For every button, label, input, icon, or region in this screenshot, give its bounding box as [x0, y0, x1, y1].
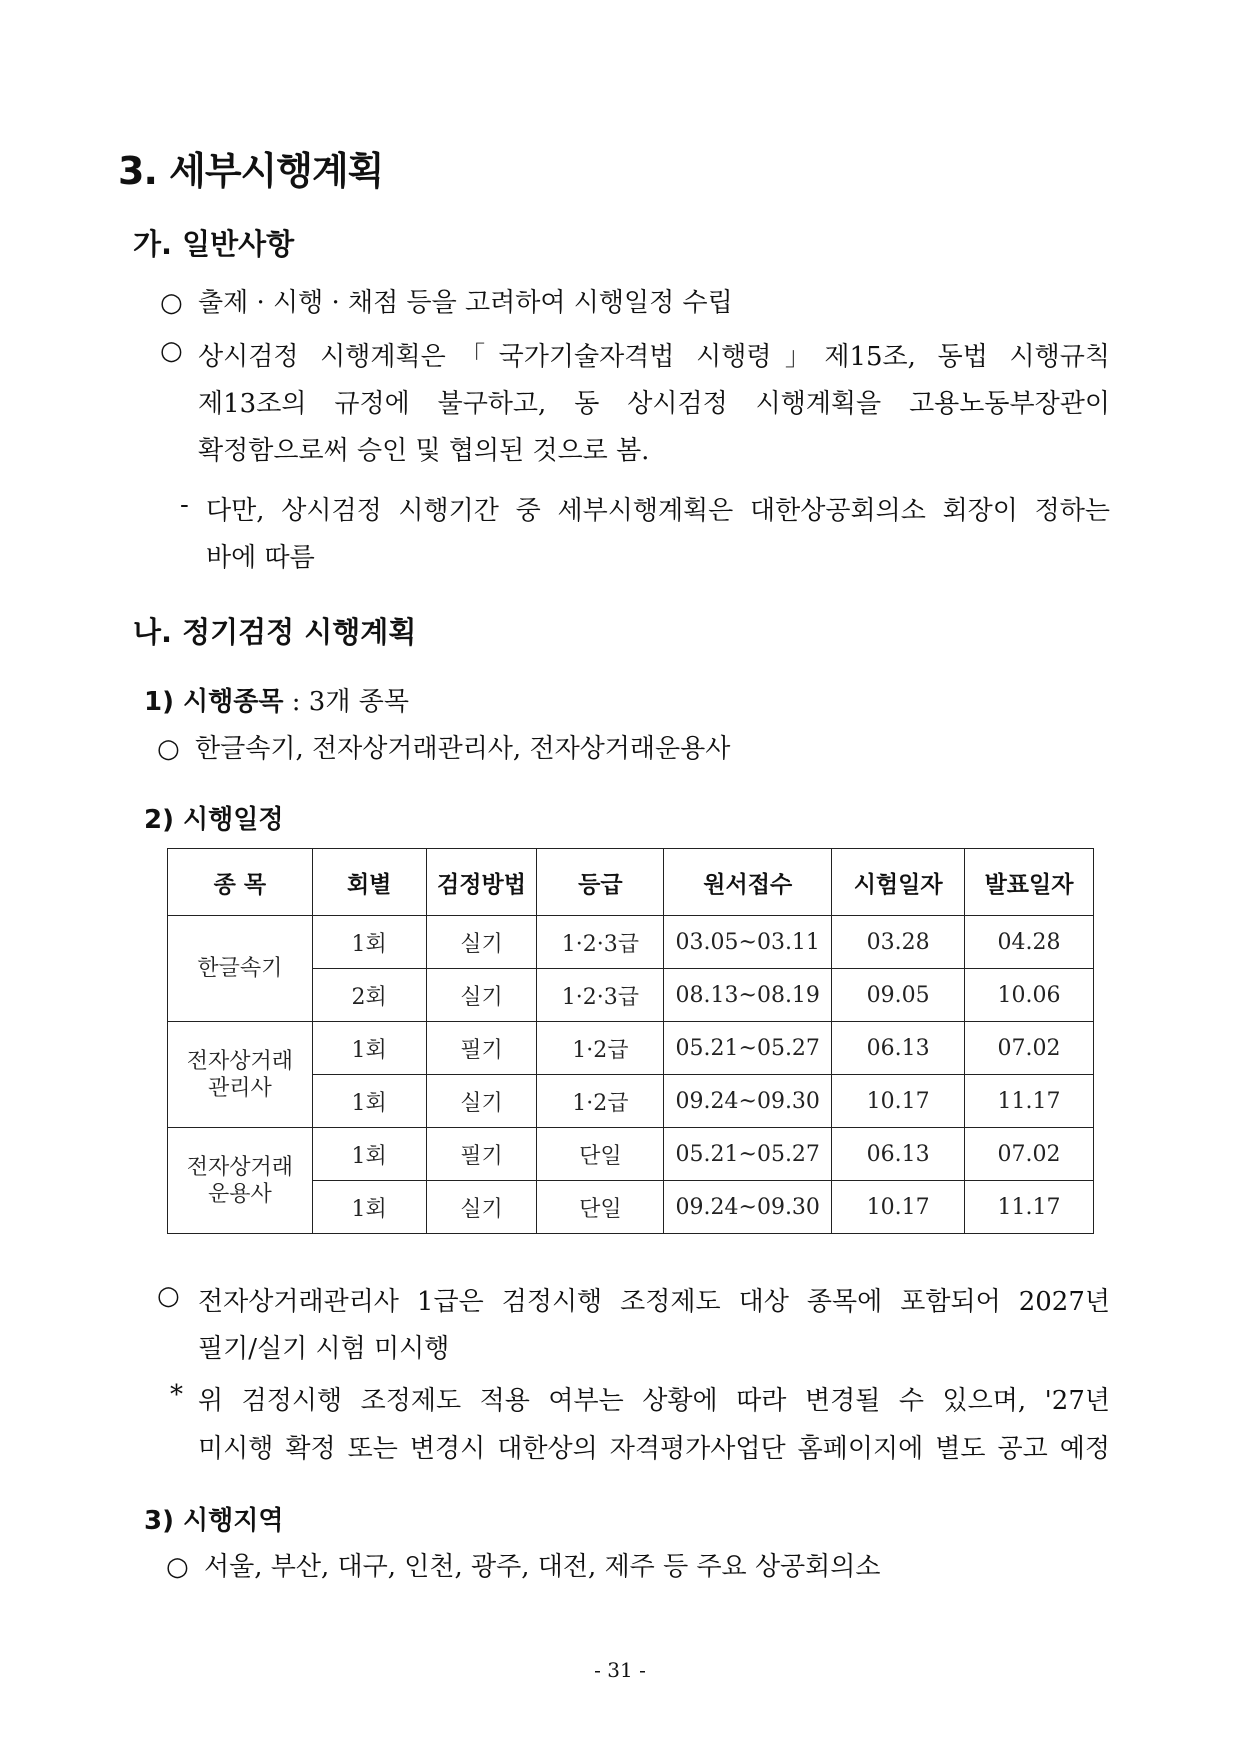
subjects-list: 한글속기, 전자상거래관리사, 전자상거래운용사: [195, 734, 731, 764]
header-grade: 등급: [537, 849, 664, 916]
table-header-row: [168, 849, 1094, 916]
general-sub-line-2: 바에 따름: [206, 543, 315, 573]
star-mark: *: [170, 1380, 183, 1410]
table-row: [168, 1022, 1094, 1075]
grade-cell: 1·2·3급: [537, 969, 664, 1022]
schedule-table: [167, 848, 1094, 1234]
general-item-2-line-2: 제13조의 규정에 불구하고, 동 상시검정 시행계획을 고용노동부장관이: [198, 389, 1110, 419]
announce-date-cell: 07.02: [965, 1128, 1094, 1181]
application-cell: 09.24~09.30: [664, 1075, 832, 1128]
general-sub-line-1: 다만, 상시검정 시행기간 중 세부시행계획은 대한상공회의소 회장이 정하는: [206, 496, 1110, 526]
grade-cell: 단일: [537, 1128, 664, 1181]
grade-cell: 단일: [537, 1181, 664, 1234]
exam-date-cell: 03.28: [832, 916, 965, 969]
application-cell: 08.13~08.19: [664, 969, 832, 1022]
subjects-line: [144, 681, 409, 718]
general-item-2-line-3: 확정함으로써 승인 및 협의된 것으로 봄.: [198, 436, 650, 466]
subject-cell: [168, 1022, 313, 1128]
header-application: 원서접수: [664, 849, 832, 916]
round-cell: 1회: [312, 916, 426, 969]
application-cell: 05.21~05.27: [664, 1022, 832, 1075]
application-cell: 09.24~09.30: [664, 1181, 832, 1234]
subject-cell: [168, 1128, 313, 1234]
subject-name-line-1: 전자상거래: [186, 1154, 294, 1180]
regions-list: 서울, 부산, 대구, 인천, 광주, 대전, 제주 등 주요 상공회의소: [204, 1552, 881, 1582]
round-cell: 1회: [312, 1181, 426, 1234]
method-cell: 실기: [426, 969, 537, 1022]
exam-date-cell: 09.05: [832, 969, 965, 1022]
method-cell: 실기: [426, 1075, 537, 1128]
round-cell: 2회: [312, 969, 426, 1022]
subject-name-line-1: 전자상거래: [186, 1048, 294, 1074]
application-cell: 03.05~03.11: [664, 916, 832, 969]
subjects-list-item: [157, 728, 730, 765]
regions-heading: 3) 시행지역: [144, 1506, 284, 1536]
grade-cell: 1·2·3급: [537, 916, 664, 969]
header-exam-date: 시험일자: [832, 849, 965, 916]
bullet-circle: ○: [160, 288, 183, 318]
note-bullet: ○: [157, 1281, 180, 1311]
method-cell: 실기: [426, 1181, 537, 1234]
announce-date-cell: 11.17: [965, 1075, 1094, 1128]
note-line-1: 전자상거래관리사 1급은 검정시행 조정제도 대상 종목에 포함되어 2027년: [198, 1287, 1110, 1317]
announce-date-cell: 11.17: [965, 1181, 1094, 1234]
bullet-circle: ○: [157, 734, 180, 764]
subject-name: 한글속기: [197, 956, 283, 981]
exam-date-cell: 06.13: [832, 1128, 965, 1181]
general-item-2-line-1: 상시검정 시행계획은「국가기술자격법 시행령」제15조, 동법 시행규칙: [198, 342, 1110, 372]
method-cell: 필기: [426, 1128, 537, 1181]
round-cell: 1회: [312, 1022, 426, 1075]
schedule-heading: 2) 시행일정: [144, 805, 284, 835]
general-item-1: [160, 282, 733, 319]
grade-cell: 1·2급: [537, 1075, 664, 1128]
subjects-heading: 1) 시행종목: [144, 687, 284, 717]
subject-name-line-2: 운용사: [208, 1181, 272, 1207]
star-line-1: 위 검정시행 조정제도 적용 여부는 상황에 따라 변경될 수 있으며, '27년: [198, 1386, 1110, 1416]
method-cell: 필기: [426, 1022, 537, 1075]
announce-date-cell: 10.06: [965, 969, 1094, 1022]
header-announce-date: 발표일자: [965, 849, 1094, 916]
general-item-2-bullet: ○: [160, 336, 183, 366]
star-line-2: 미시행 확정 또는 변경시 대한상의 자격평가사업단 홈페이지에 별도 공고 예정: [198, 1434, 1110, 1464]
subject-name-line-2: 관리사: [208, 1075, 272, 1101]
table-row: [168, 916, 1094, 969]
header-method: 검정방법: [426, 849, 537, 916]
sub-dash: -: [180, 490, 189, 520]
subject-cell: [168, 916, 313, 1022]
method-cell: 실기: [426, 916, 537, 969]
header-round: 회별: [312, 849, 426, 916]
announce-date-cell: 04.28: [965, 916, 1094, 969]
round-cell: 1회: [312, 1075, 426, 1128]
general-item-1-text: 출제 · 시행 · 채점 등을 고려하여 시행일정 수립: [198, 288, 733, 318]
note-line-2: 필기/실기 시험 미시행: [198, 1334, 450, 1364]
header-subject: 종 목: [168, 849, 313, 916]
subjects-count: : 3개 종목: [283, 687, 409, 717]
section-title: 3. 세부시행계획: [118, 149, 384, 193]
bullet-circle: ○: [166, 1552, 189, 1582]
round-cell: 1회: [312, 1128, 426, 1181]
regular-heading: 나. 정기검정 시행계획: [133, 615, 417, 649]
application-cell: 05.21~05.27: [664, 1128, 832, 1181]
exam-date-cell: 10.17: [832, 1075, 965, 1128]
exam-date-cell: 10.17: [832, 1181, 965, 1234]
announce-date-cell: 07.02: [965, 1022, 1094, 1075]
general-heading: 가. 일반사항: [133, 227, 295, 261]
regions-item: [166, 1546, 881, 1583]
grade-cell: 1·2급: [537, 1022, 664, 1075]
page-number: - 31 -: [594, 1658, 646, 1682]
table-row: [168, 1128, 1094, 1181]
exam-date-cell: 06.13: [832, 1022, 965, 1075]
